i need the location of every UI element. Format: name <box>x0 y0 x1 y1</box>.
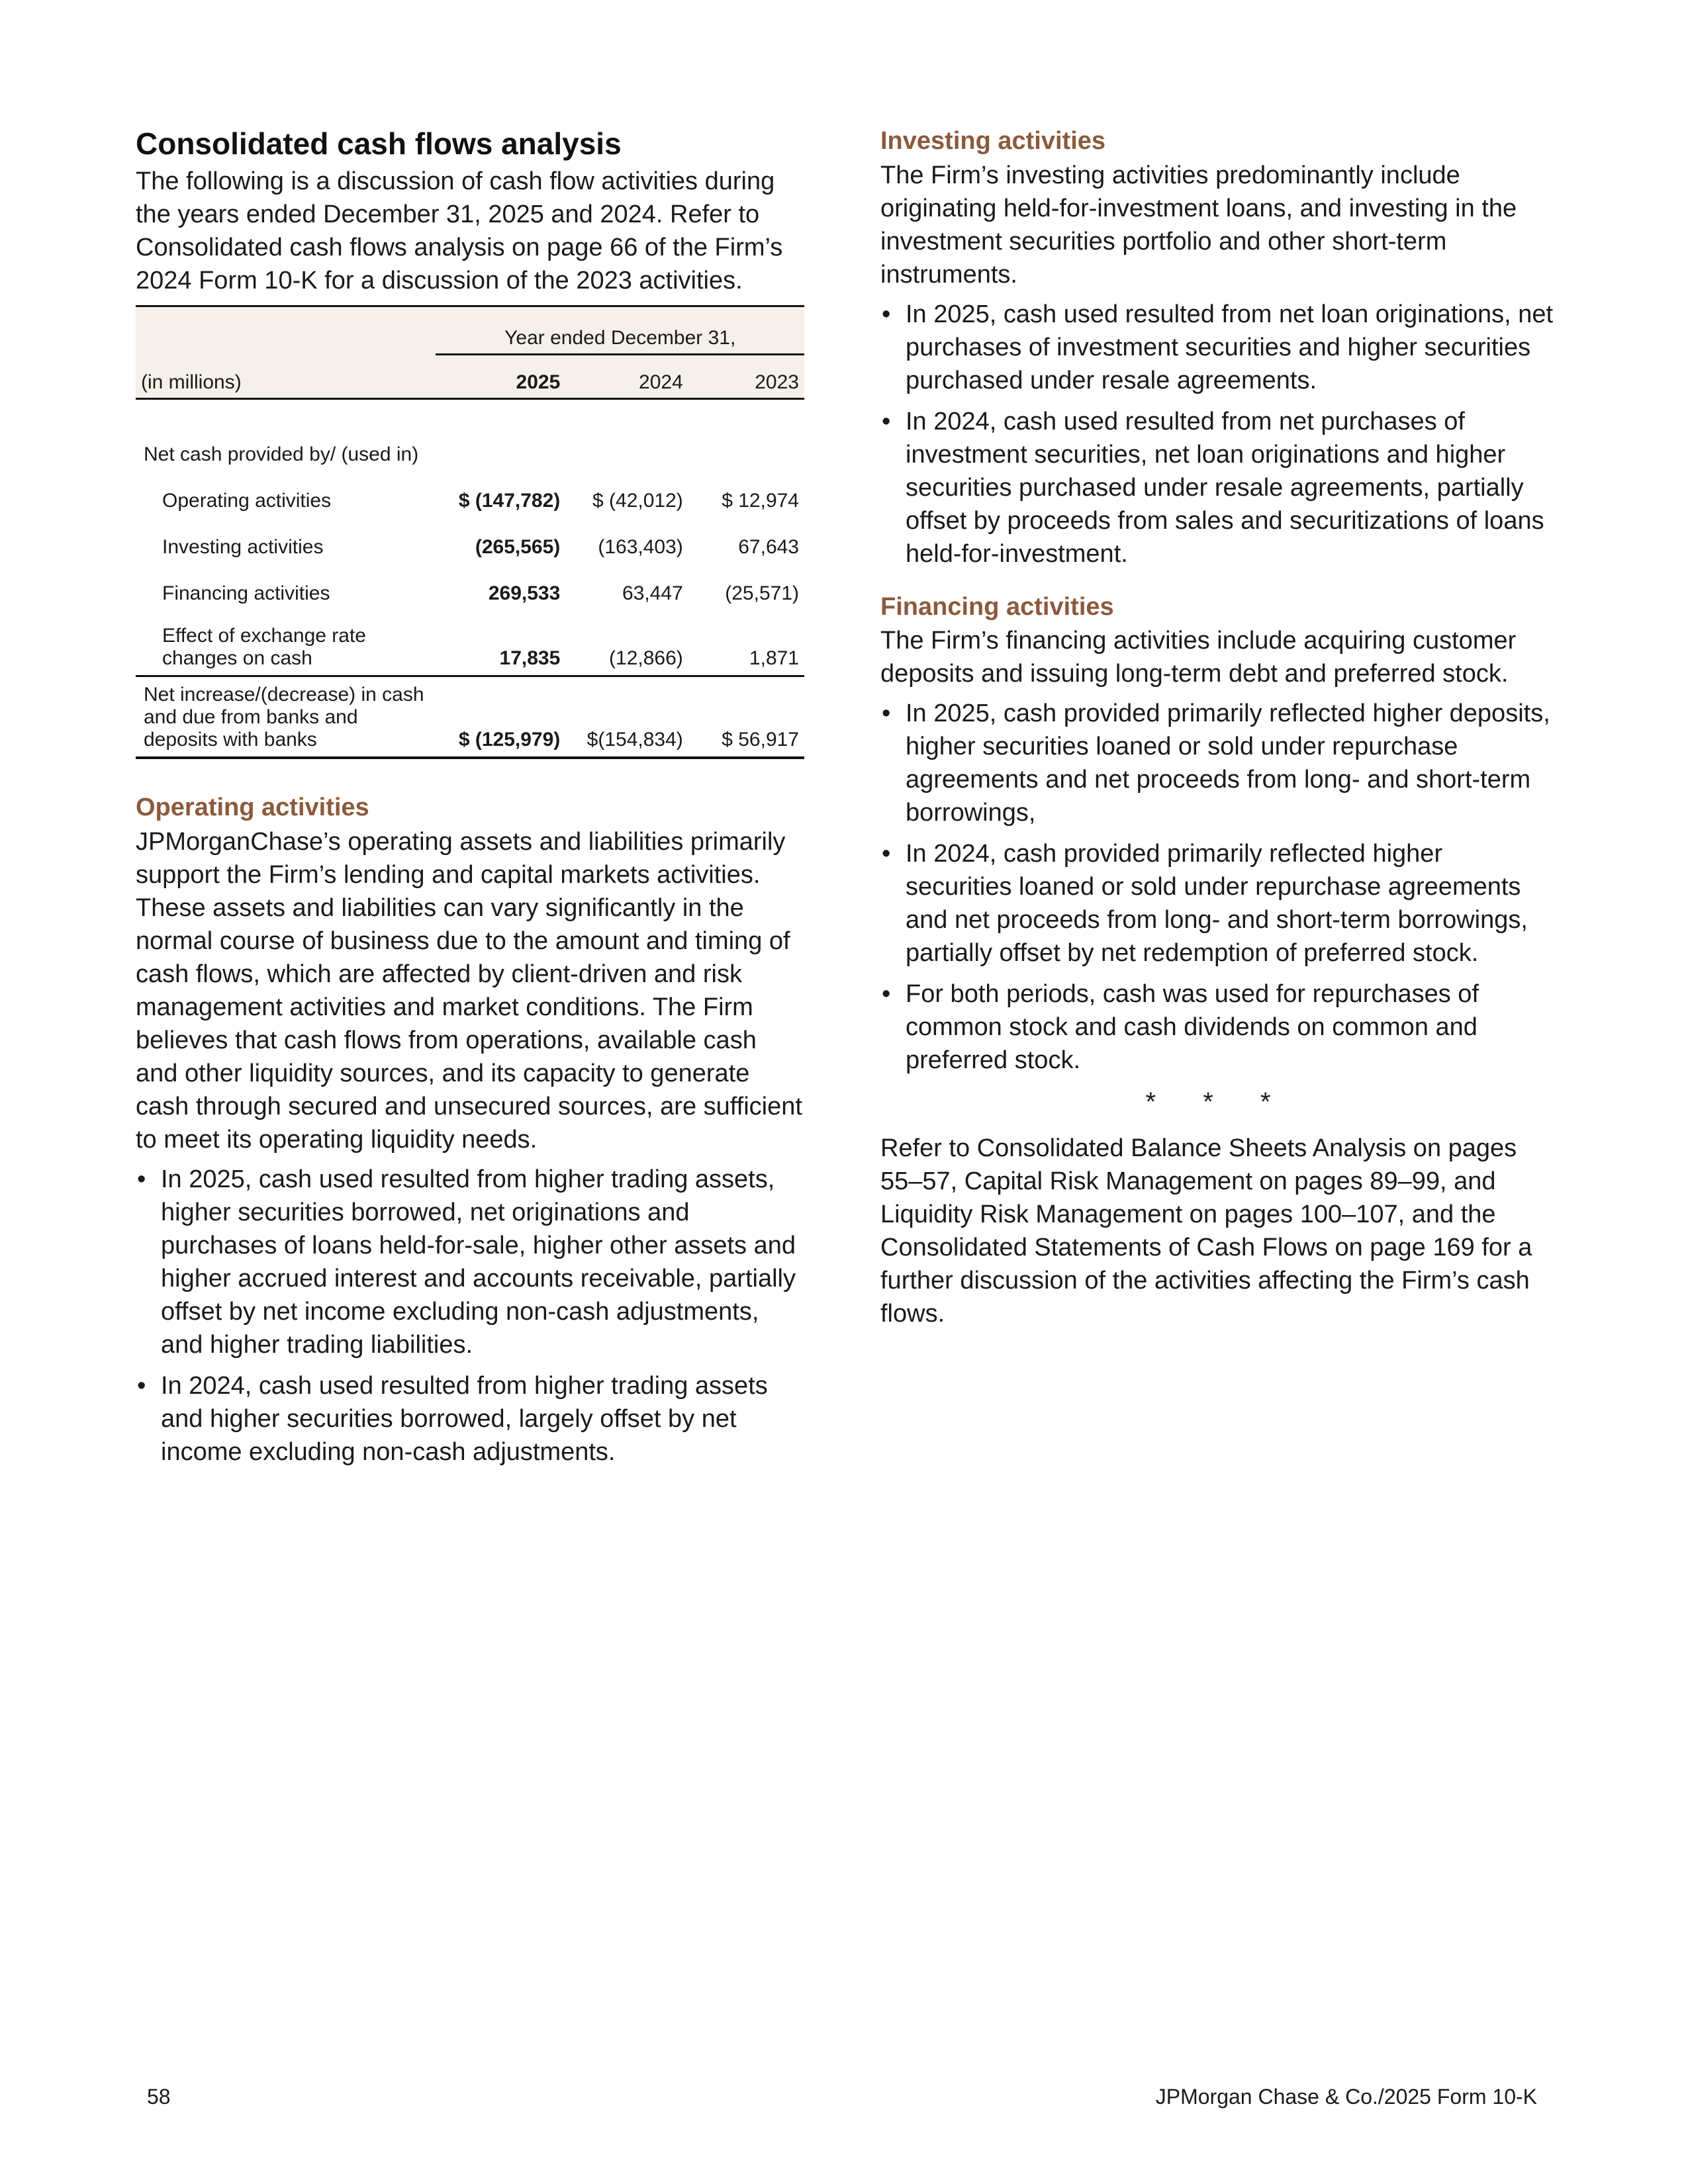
list-item: • In 2024, cash used resulted from net purchases of investment securities, net loan originations and higher securities purchased under resale agreements, partially offset by proceeds from sales and securitizations of loans held-for-investment. <box>880 405 1556 570</box>
page-heading: Consolidated cash flows analysis <box>136 126 622 161</box>
cell-value: 67,643 <box>738 536 799 559</box>
list-item: • For both periods, cash was used for repurchases of common stock and cash dividends on common and preferred stock. <box>880 978 1556 1077</box>
list-item: • In 2025, cash used resulted from net loan originations, net purchases of investment securities and higher securities purchased under resale agreements. <box>880 298 1556 397</box>
cell-value: 1,871 <box>749 647 799 670</box>
table-header-row <box>136 307 804 355</box>
col-2024: 2024 <box>565 355 688 399</box>
year-header: Year ended December 31, <box>436 307 804 355</box>
cell-value: (25,571) <box>725 582 799 605</box>
left-column <box>136 126 804 1477</box>
table-row <box>136 564 804 610</box>
table-row <box>136 518 804 564</box>
table-row <box>136 471 804 518</box>
operating-activities-heading: Operating activities <box>136 794 369 822</box>
table-columns-row <box>136 355 804 399</box>
operating-bullets <box>136 1163 804 1469</box>
row-label: Operating activities <box>162 490 332 512</box>
cell-value: $ 12,974 <box>722 490 799 512</box>
intro-paragraph: The following is a discussion of cash flow activities during the years ended December 31, 2025 and 2024. Refer to Consolidated cash flows analysis on page 66 of the Firm’s 2024 Form 10-K for a discussion of the 2023 activities. <box>136 167 783 295</box>
cell-value: (12,866) <box>609 647 683 670</box>
page-number: 58 <box>147 2085 171 2109</box>
row-label: Investing activities <box>162 536 324 559</box>
cash-flows-table <box>136 305 804 759</box>
section-separator: * * * <box>1145 1087 1291 1116</box>
operating-paragraph: JPMorganChase’s operating assets and liabilities primarily support the Firm’s lending and capital markets activities. These assets and liabilities can vary significantly in the normal course of business due to the amount and timing of cash flows, which are affected by client-driven and risk management activities and market conditions. The Firm believes that cash flows from operations, available cash and other liquidity sources, and its capacity to generate cash through secured and unsecured sources, are sufficient to meet its operating liquidity needs. <box>136 827 802 1154</box>
investing-activities-heading: Investing activities <box>880 127 1106 155</box>
table-total-row <box>136 676 804 758</box>
cell-value: 63,447 <box>622 582 683 605</box>
right-column <box>880 126 1556 1330</box>
cell-value: $ (125,979) <box>436 676 565 758</box>
table-row <box>136 399 804 472</box>
list-item: • In 2025, cash used resulted from higher trading assets, higher securities borrowed, net originations and purchases of loans held-for-sale, higher other assets and higher accrued interest and accounts receivable, partially offset by net income excluding non-cash adjustments, and higher trading liabilities. <box>136 1163 804 1361</box>
footer-title: JPMorgan Chase & Co./2025 Form 10-K <box>1155 2085 1537 2109</box>
list-item: • In 2024, cash provided primarily reflected higher securities loaned or sold under repurchase agreements and net proceeds from long- and short-term borrowings, partially offset by net redemption of preferred stock. <box>880 837 1556 970</box>
cell-value: $ 56,917 <box>688 676 804 758</box>
financing-activities-heading: Financing activities <box>880 592 1114 621</box>
row-label: Net increase/(decrease) in cash and due from banks and deposits with banks <box>136 676 436 758</box>
cell-value: 17,835 <box>499 647 561 670</box>
cell-value: (163,403) <box>598 536 683 559</box>
investing-paragraph: The Firm’s investing activities predominantly include originating held-for-investment loans, and investing in the investment securities portfolio and other short-term instruments. <box>880 161 1517 289</box>
row-label: Effect of exchange rate changes on cash <box>162 625 366 670</box>
units-label: (in millions) <box>136 355 436 399</box>
cell-value: $ (42,012) <box>592 490 683 512</box>
table-row <box>136 610 804 676</box>
cell-value: $ (147,782) <box>458 490 561 512</box>
cell-value: (265,565) <box>475 536 561 559</box>
investing-bullets <box>880 298 1556 570</box>
financing-bullets <box>880 697 1556 1077</box>
cell-value: $(154,834) <box>565 676 688 758</box>
section-label: Net cash provided by/ (used in) <box>144 443 419 466</box>
closing-paragraph: Refer to Consolidated Balance Sheets Analysis on pages 55–57, Capital Risk Management on pages 89–99, and Liquidity Risk Management on pages 100–107, and the Consolidated Statements of Cash Flows on page 169 for a further discussion of the activities affecting the Firm’s cash flows. <box>880 1134 1532 1328</box>
list-item: • In 2025, cash provided primarily reflected higher deposits, higher securities loaned or sold under repurchase agreements and net proceeds from long- and short-term borrowings, <box>880 697 1556 829</box>
row-label: Financing activities <box>162 582 330 605</box>
col-2023: 2023 <box>688 355 804 399</box>
cell-value: 269,533 <box>488 582 561 605</box>
col-2025: 2025 <box>436 355 565 399</box>
financing-paragraph: The Firm’s financing activities include acquiring customer deposits and issuing long-term debt and preferred stock. <box>880 627 1517 688</box>
list-item: • In 2024, cash used resulted from higher trading assets and higher securities borrowed, largely offset by net income excluding non-cash adjustments. <box>136 1369 804 1469</box>
